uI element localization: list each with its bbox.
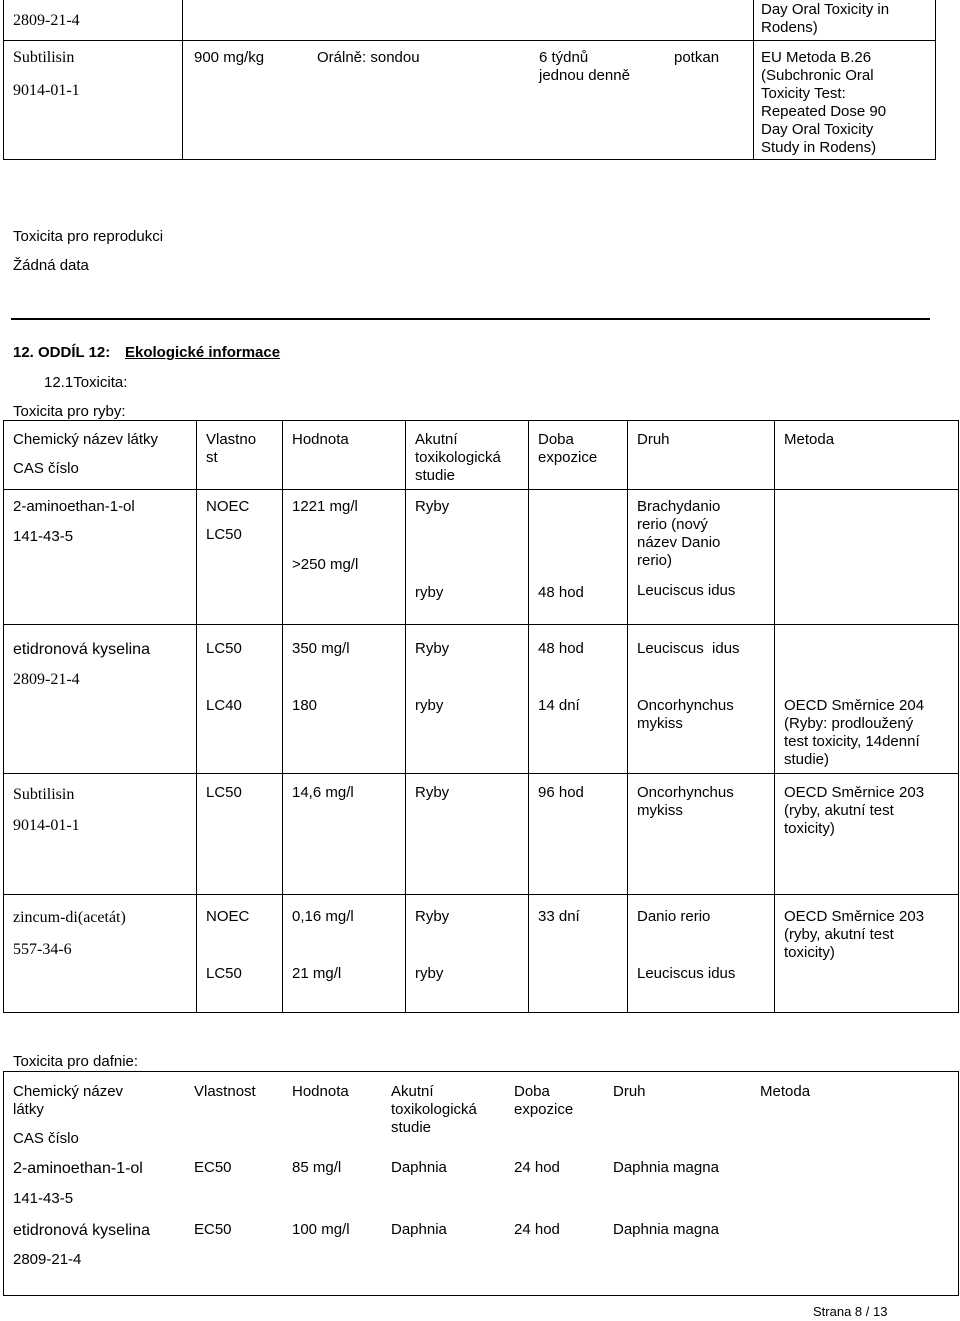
species-line: Oncorhynchus xyxy=(637,697,734,714)
species-line: rerio) xyxy=(637,552,673,569)
header-method: Metoda xyxy=(784,431,835,448)
species-value: potkan xyxy=(674,49,720,66)
page-number: Strana 8 / 13 xyxy=(813,1304,888,1319)
cas-number: 557-34-6 xyxy=(13,941,72,958)
duration-value: 24 hod xyxy=(514,1159,560,1176)
duration-value: 96 hod xyxy=(538,784,584,801)
method-line: OECD Směrnice 203 xyxy=(784,908,925,925)
header-study: toxikologická xyxy=(415,449,501,466)
method-line: Day Oral Toxicity in xyxy=(761,1,890,18)
prop-value: LC50 xyxy=(206,640,242,657)
method-line: Day Oral Toxicity xyxy=(761,121,874,138)
substance-name: 2-aminoethan-1-ol xyxy=(13,1160,143,1177)
header-value: Hodnota xyxy=(292,1083,349,1100)
method-line: OECD Směrnice 204 xyxy=(784,697,925,714)
method-line: (Ryby: prodloužený xyxy=(784,715,914,732)
header-cas: CAS číslo xyxy=(13,460,79,477)
study-value: Ryby xyxy=(415,498,450,515)
header-method: Metoda xyxy=(760,1083,811,1100)
substance-name: etidronová kyselina xyxy=(13,1222,150,1239)
header-name: látky xyxy=(13,1101,44,1118)
substance-name: Subtilisin xyxy=(13,49,75,66)
prop-value: LC50 xyxy=(206,784,242,801)
method-line: studie) xyxy=(784,751,830,768)
duration-value: 48 hod xyxy=(538,584,584,601)
header-cas: CAS číslo xyxy=(13,1130,79,1147)
study-value: Ryby xyxy=(415,908,450,925)
prop-value: EC50 xyxy=(194,1221,232,1238)
header-prop: Vlastno xyxy=(206,431,257,448)
header-study: Akutní xyxy=(391,1083,434,1100)
header-value: Hodnota xyxy=(292,431,349,448)
dose-value: 900 mg/kg xyxy=(194,49,265,66)
header-duration: expozice xyxy=(514,1101,574,1118)
subsection-title: 12.1Toxicita: xyxy=(44,374,128,391)
species-value: Daphnia magna xyxy=(613,1221,719,1238)
method-line: (Subchronic Oral xyxy=(761,67,874,84)
cas-number: 141-43-5 xyxy=(13,528,74,545)
header-duration: Doba xyxy=(514,1083,550,1100)
header-name: Chemický název látky xyxy=(13,431,159,448)
header-prop: st xyxy=(206,449,218,466)
header-species: Druh xyxy=(613,1083,646,1100)
tox-value: 21 mg/l xyxy=(292,965,342,982)
prop-value: LC40 xyxy=(206,697,242,714)
method-line: Rodens) xyxy=(761,19,818,36)
method-line: (ryby, akutní test xyxy=(784,802,894,819)
prop-value: EC50 xyxy=(194,1159,232,1176)
species-line: Oncorhynchus xyxy=(637,784,734,801)
species-line: Brachydanio xyxy=(637,498,721,515)
tox-value: 100 mg/l xyxy=(292,1221,350,1238)
tox-value: >250 mg/l xyxy=(292,556,359,573)
method-line: toxicity) xyxy=(784,820,835,837)
header-study: toxikologická xyxy=(391,1101,477,1118)
section-number: 12. ODDÍL 12: xyxy=(13,344,111,361)
cas-number: 2809-21-4 xyxy=(13,12,80,29)
header-name: Chemický název xyxy=(13,1083,124,1100)
tox-value: 14,6 mg/l xyxy=(292,784,354,801)
method-line: EU Metoda B.26 xyxy=(761,49,872,66)
fish-title: Toxicita pro ryby: xyxy=(13,403,126,420)
substance-name: etidronová kyselina xyxy=(13,641,150,658)
duration-line: 6 týdnů xyxy=(539,49,589,66)
study-value: Daphnia xyxy=(391,1159,447,1176)
species-value: Leuciscus idus xyxy=(637,640,740,657)
species-line: název Danio xyxy=(637,534,721,551)
header-study: Akutní xyxy=(415,431,458,448)
method-line: (ryby, akutní test xyxy=(784,926,894,943)
prop-value: LC50 xyxy=(206,965,242,982)
method-line: Toxicity Test: xyxy=(761,85,846,102)
header-species: Druh xyxy=(637,431,670,448)
tox-value: 85 mg/l xyxy=(292,1159,342,1176)
method-line: toxicity) xyxy=(784,944,835,961)
header-duration: expozice xyxy=(538,449,598,466)
substance-name: 2-aminoethan-1-ol xyxy=(13,498,135,515)
tox-value: 1221 mg/l xyxy=(292,498,358,515)
section-title: Ekologické informace xyxy=(125,344,281,361)
prop-value: NOEC xyxy=(206,498,250,515)
species-line: mykiss xyxy=(637,802,683,819)
study-value: ryby xyxy=(415,697,444,714)
cas-number: 9014-01-1 xyxy=(13,817,80,834)
cas-number: 141-43-5 xyxy=(13,1190,74,1207)
duration-value: 48 hod xyxy=(538,640,584,657)
substance-name: zincum-di(acetát) xyxy=(13,909,126,926)
tox-value: 180 xyxy=(292,697,318,714)
study-value: Daphnia xyxy=(391,1221,447,1238)
repro-title: Toxicita pro reprodukci xyxy=(13,228,164,245)
header-duration: Doba xyxy=(538,431,574,448)
study-value: Ryby xyxy=(415,640,450,657)
section-divider xyxy=(11,318,930,320)
tox-value: 350 mg/l xyxy=(292,640,350,657)
tox-value: 0,16 mg/l xyxy=(292,908,354,925)
species-line: mykiss xyxy=(637,715,683,732)
cas-number: 9014-01-1 xyxy=(13,82,80,99)
study-value: Ryby xyxy=(415,784,450,801)
repro-value: Žádná data xyxy=(13,257,89,274)
species-line: rerio (nový xyxy=(637,516,708,533)
species-value: Danio rerio xyxy=(637,908,711,925)
route-value: Orálně: sondou xyxy=(317,49,420,66)
prop-value: NOEC xyxy=(206,908,250,925)
substance-name: Subtilisin xyxy=(13,786,75,803)
species-value: Daphnia magna xyxy=(613,1159,719,1176)
method-line: Repeated Dose 90 xyxy=(761,103,887,120)
study-value: ryby xyxy=(415,584,444,601)
duration-value: 24 hod xyxy=(514,1221,560,1238)
species-value: Leuciscus idus xyxy=(637,582,736,599)
cas-number: 2809-21-4 xyxy=(13,1251,82,1268)
duration-value: 33 dní xyxy=(538,908,580,925)
species-value: Leuciscus idus xyxy=(637,965,736,982)
prop-value: LC50 xyxy=(206,526,242,543)
method-line: Study in Rodens) xyxy=(761,139,877,156)
cas-number: 2809-21-4 xyxy=(13,671,80,688)
duration-value: 14 dní xyxy=(538,697,580,714)
duration-line: jednou denně xyxy=(539,67,630,84)
header-study: studie xyxy=(391,1119,432,1136)
daphnia-title: Toxicita pro dafnie: xyxy=(13,1053,139,1070)
method-line: OECD Směrnice 203 xyxy=(784,784,925,801)
study-value: ryby xyxy=(415,965,444,982)
header-study: studie xyxy=(415,467,456,484)
header-prop: Vlastnost xyxy=(194,1083,256,1100)
method-line: test toxicity, 14denní xyxy=(784,733,920,750)
